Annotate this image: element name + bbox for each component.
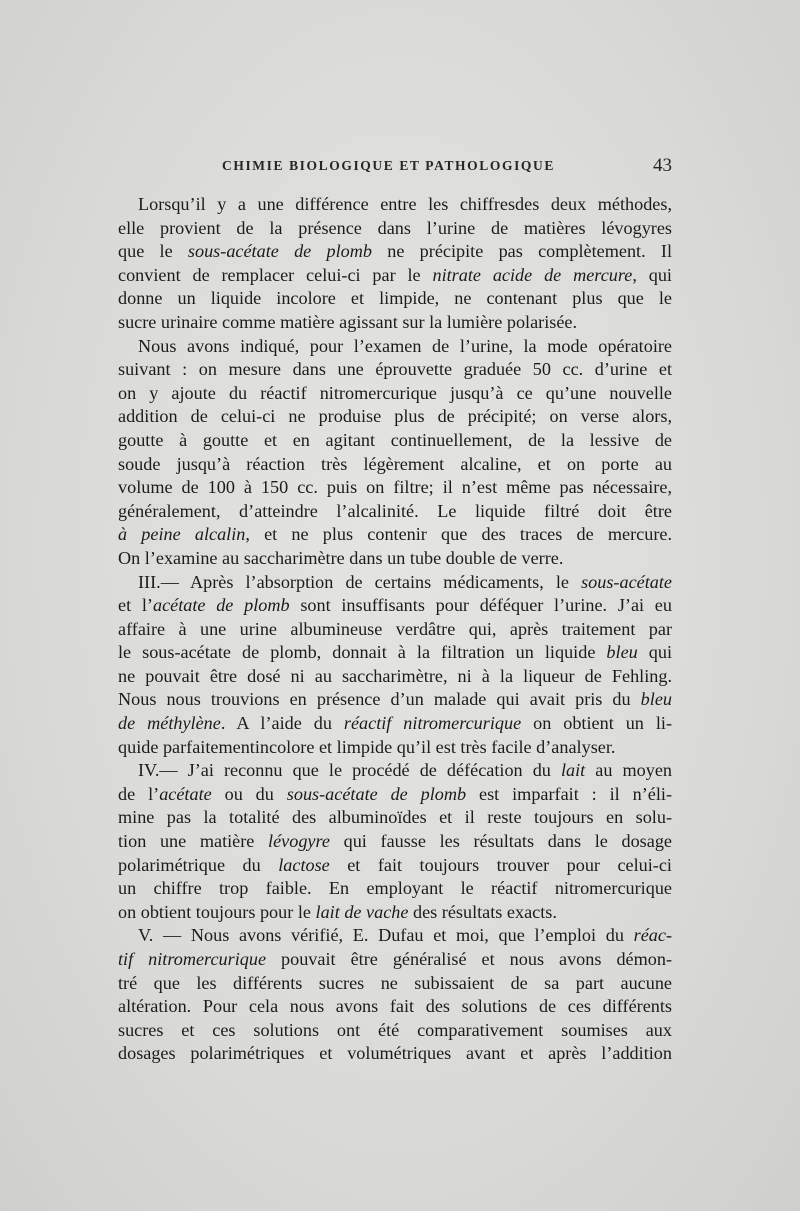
text-run: on obtient un li- xyxy=(521,713,672,734)
paragraph xyxy=(118,335,672,571)
text-run: que le xyxy=(118,241,188,262)
text-line xyxy=(118,547,672,571)
italic-run: de méthylène xyxy=(118,713,221,734)
text-line xyxy=(118,806,672,830)
text-line xyxy=(118,523,672,547)
text-line xyxy=(118,264,672,288)
text-run: elle provient de la présence dans l’urine de matières lévogyres xyxy=(118,217,672,238)
text-run: tré que les différents sucres ne subissaient de sa part aucune xyxy=(118,972,672,993)
text-run: , et ne plus contenir que des traces de mercure. xyxy=(245,524,672,545)
text-line xyxy=(118,240,672,264)
italic-run: sous-acétate de plomb xyxy=(286,783,467,804)
text-line xyxy=(118,948,672,972)
text-run: le sous-acétate de plomb, donnait à la filtration un liquide xyxy=(118,642,607,663)
italic-run: acétate xyxy=(159,783,212,804)
text-line xyxy=(118,193,672,217)
text-run: On l’examine au saccharimètre dans un tube double de verre. xyxy=(118,547,564,568)
italic-run: lévogyre xyxy=(268,831,330,852)
text-line xyxy=(118,571,672,595)
text-line xyxy=(118,476,672,500)
text-line xyxy=(118,736,672,760)
italic-run: lait de vache xyxy=(315,901,409,922)
text-line xyxy=(118,901,672,925)
text-run: donne un liquide incolore et limpide, ne contenant plus que le xyxy=(118,288,672,309)
text-line xyxy=(118,854,672,878)
text-run: généralement, d’atteindre l’alcalinité. Le liquide filtré doit être xyxy=(118,500,672,521)
text-run: et l’ xyxy=(118,595,153,616)
text-run: volume de 100 à 150 cc. puis on filtre; il n’est même pas nécessaire, xyxy=(118,477,672,498)
italic-run: lactose xyxy=(278,854,330,875)
text-run: Nous avons indiqué, pour l’examen de l’urine, la mode opératoire xyxy=(138,335,672,356)
paragraph xyxy=(118,924,672,1066)
text-line xyxy=(118,995,672,1019)
text-run: ne précipite pas complètement. Il xyxy=(372,241,673,262)
text-line xyxy=(118,594,672,618)
text-run: soude jusqu’à réaction très légèrement alcaline, et on porte au xyxy=(118,453,672,474)
text-line xyxy=(118,335,672,359)
text-line xyxy=(118,217,672,241)
italic-run: réactif nitromercurique xyxy=(343,713,522,734)
text-line xyxy=(118,429,672,453)
text-run: on y ajoute du réactif nitromercurique jusqu’à ce qu’une nouvelle xyxy=(118,382,672,403)
italic-run: réac- xyxy=(633,925,672,946)
page-number: 43 xyxy=(653,155,672,176)
running-head: CHIMIE BIOLOGIQUE ET PATHOLOGIQUE xyxy=(222,158,555,173)
text-run: sont insuffisants pour déféquer l’urine. J’ai eu xyxy=(289,595,672,616)
italic-run: acétate de plomb xyxy=(152,595,290,616)
text-run: addition de celui-ci ne produise plus de précipité; on verse alors, xyxy=(118,406,672,427)
text-run: suivant : on mesure dans une éprouvette graduée 50 cc. d’urine et xyxy=(118,359,672,380)
paragraph xyxy=(118,571,672,760)
text-run: dosages polarimétriques et volumétriques avant et après l’addition xyxy=(118,1043,672,1064)
text-run: . A l’aide du xyxy=(220,713,344,734)
paragraph xyxy=(118,759,672,924)
text-line xyxy=(118,287,672,311)
text-line xyxy=(118,311,672,335)
text-line xyxy=(118,712,672,736)
text-line xyxy=(118,783,672,807)
text-line xyxy=(118,1019,672,1043)
text-line xyxy=(118,1042,672,1066)
italic-run: nitrate acide de mercure xyxy=(432,264,633,285)
italic-run: bleu xyxy=(640,689,672,710)
text-line xyxy=(118,453,672,477)
text-line xyxy=(118,759,672,783)
text-line xyxy=(118,641,672,665)
text-line xyxy=(118,618,672,642)
text-line xyxy=(118,500,672,524)
text-run: quide parfaitementincolore et limpide qu’il est très facile d’analyser. xyxy=(118,736,616,757)
text-run: mine pas la totalité des albuminoïdes et il reste toujours en solu- xyxy=(118,807,672,828)
text-run: Lorsqu’il y a une différence entre les chiffresdes deux méthodes, xyxy=(138,194,672,214)
text-run: IV.— J’ai reconnu que le procédé de défécation du xyxy=(138,760,561,781)
text-run: altération. Pour cela nous avons fait des solutions de ces différents xyxy=(118,996,672,1017)
text-line xyxy=(118,382,672,406)
italic-run: sous-acétate de plomb xyxy=(187,241,372,262)
text-run: ne pouvait être dosé ni au saccharimètre, ni à la liqueur de Fehling. xyxy=(118,665,672,686)
text-run: au moyen xyxy=(585,760,672,781)
text-run: polarimétrique du xyxy=(118,854,279,875)
text-run: pouvait être généralisé et nous avons démon- xyxy=(266,949,673,969)
body-text xyxy=(118,193,672,1066)
text-run: et fait toujours trouver pour celui-ci xyxy=(329,854,672,875)
text-run: V. — Nous avons vérifié, E. Dufau et moi, que l’emploi du xyxy=(138,925,634,946)
text-run: III.— Après l’absorption de certains médicaments, le xyxy=(138,571,582,592)
text-run: Nous nous trouvions en présence d’un malade qui avait pris du xyxy=(118,689,641,710)
italic-run: sous-acétate xyxy=(581,571,672,592)
text-run: affaire à une urine albumineuse verdâtre qui, après traitement par xyxy=(118,618,672,639)
text-run: sucres et ces solutions ont été comparativement soumises aux xyxy=(118,1019,672,1040)
text-run: un chiffre trop faible. En employant le réactif nitromercurique xyxy=(118,878,672,899)
text-run: des résultats exacts. xyxy=(408,901,557,922)
text-run: on obtient toujours pour le xyxy=(118,901,316,922)
text-run: sucre urinaire comme matière agissant sur la lumière polarisée. xyxy=(118,311,578,332)
italic-run: lait xyxy=(560,760,586,781)
text-line xyxy=(118,688,672,712)
text-run: qui xyxy=(637,642,673,663)
italic-run: tif nitromercurique xyxy=(118,949,267,969)
italic-run: à peine alcalin xyxy=(118,524,246,545)
text-line xyxy=(118,358,672,382)
italic-run: bleu xyxy=(606,642,638,663)
text-run: convient de remplacer celui-ci par le xyxy=(118,264,433,285)
text-run: de l’ xyxy=(118,783,160,804)
text-line xyxy=(118,972,672,996)
text-run: ou du xyxy=(211,783,287,804)
text-line xyxy=(118,924,672,948)
text-line xyxy=(118,405,672,429)
text-line xyxy=(118,877,672,901)
text-line xyxy=(118,830,672,854)
text-line xyxy=(118,665,672,689)
paragraph xyxy=(118,193,672,335)
page-header xyxy=(222,155,672,182)
text-run: est imparfait : il n’éli- xyxy=(466,783,673,804)
text-run: tion une matière xyxy=(118,831,269,852)
text-run: qui fausse les résultats dans le dosage xyxy=(329,831,672,852)
text-run: , qui xyxy=(632,264,672,285)
text-run: goutte à goutte et en agitant continuellement, de la lessive de xyxy=(118,429,672,450)
